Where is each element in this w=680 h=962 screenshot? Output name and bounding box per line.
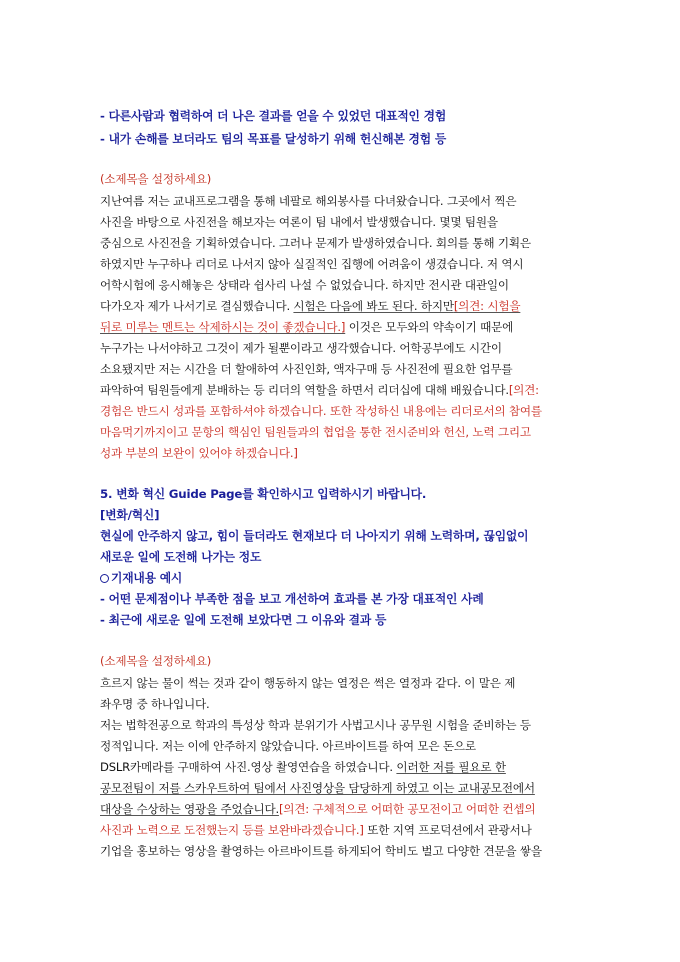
- section-subtitle-placeholder: (소제목을 설정하세요): [100, 654, 212, 668]
- reviewer-comment: 성과 부분의 보완이 있어야 하겠습니다.]: [100, 446, 298, 460]
- section-tag: [변화/혁신]: [100, 508, 160, 522]
- reviewer-comment: 뒤로 미루는 멘트는 삭제하시는 것이 좋겠습니다.]: [100, 320, 346, 334]
- essay-text: 다가오자 제가 나서기로 결심했습니다.: [100, 299, 294, 313]
- reviewer-comment: [의견:: [508, 383, 539, 397]
- essay-line: 누구가는 나서야하고 그것이 제가 될뿐이라고 생각했습니다. 어학공부에도 시간이: [100, 341, 502, 355]
- essay-line: [100, 758, 590, 776]
- circle-bullet-icon: [100, 574, 109, 583]
- guide-item: - 최근에 새로운 일에 도전해 보았다면 그 이유와 결과 등: [100, 613, 387, 627]
- example-label-text: 기재내용 예시: [111, 571, 183, 585]
- essay-line: 어학시험에 응시해놓은 상태라 쉽사리 나설 수 없었습니다. 하지만 전시관 대관일이: [100, 278, 509, 292]
- reviewer-comment: 사진과 노력으로 도전했는지 등를 보완바라겠습니다.]: [100, 823, 364, 837]
- essay-line: 소요됐지만 저는 시간을 더 할애하여 사진인화, 액자구매 등 사진전에 필요한 업무를: [100, 362, 513, 376]
- guide-item: - 내가 손해를 보더라도 팀의 목표를 달성하기 위해 헌신해본 경험 등: [100, 132, 447, 146]
- essay-line: [100, 381, 590, 399]
- guide-item: - 어떤 문제점이나 부족한 점을 보고 개선하여 효과를 본 가장 대표적인 사례: [100, 592, 484, 606]
- reviewer-comment: [의견: 시험을: [453, 299, 521, 313]
- essay-line: 사진을 바탕으로 사진전을 해보자는 여론이 팀 내에서 발생했습니다. 몇몇 팀원을: [100, 215, 498, 229]
- highlighted-text: 이러한 저를 필요로 한: [396, 760, 506, 774]
- highlighted-text: 시험은 다음에 봐도 된다. 하지만: [293, 299, 454, 313]
- section-description: 새로운 일에 도전해 나가는 정도: [100, 550, 262, 564]
- essay-text: 파악하여 팀원들에게 분배하는 등 리더의 역할을 하면서 리더십에 대해 배웠습니다.: [100, 383, 509, 397]
- example-label: [100, 569, 590, 587]
- essay-text: 이것은 모두와의 약속이기 때문에: [345, 320, 514, 334]
- essay-text: DSLR카메라를 구매하여 사진.영상 촬영연습을 하였습니다.: [100, 760, 397, 774]
- highlighted-text: 공모전팀이 저를 스카우트하여 팀에서 사진영상을 담당하게 하였고 이는 교내공모전에서: [100, 781, 535, 795]
- highlighted-text: 대상을 수상하는 영광을 주었습니다.: [100, 802, 279, 816]
- essay-line: 좌우명 중 하나입니다.: [100, 697, 210, 711]
- section-description: 현실에 안주하지 않고, 힘이 들더라도 현재보다 더 나아지기 위해 노력하며, 끊임없이: [100, 529, 529, 543]
- essay-line: 지난여름 저는 교내프로그램을 통해 네팔로 해외봉사를 다녀왔습니다. 그곳에서 찍은: [100, 194, 517, 208]
- essay-line: 정적입니다. 저는 이에 안주하지 않았습니다. 아르바이트를 하여 모은 돈으로: [100, 739, 476, 753]
- essay-line: 흐르지 않는 물이 썩는 것과 같이 행동하지 않는 열정은 썩은 열정과 같다. 이 말은 제: [100, 676, 516, 690]
- essay-line: 기업을 홍보하는 영상을 촬영하는 아르바이트를 하게되어 학비도 벌고 다양한 견문을 쌓을: [100, 844, 542, 858]
- reviewer-comment: 마음먹기까지이고 문항의 핵심인 팀원들과의 협업을 통한 전시준비와 헌신, 노력 그리고: [100, 425, 531, 439]
- reviewer-comment: [의견: 구체적으로 어떠한 공모전이고 어떠한 컨셉의: [278, 802, 536, 816]
- reviewer-comment: 경험은 반드시 성과를 포함하셔야 하겠습니다. 또한 작성하신 내용에는 리더로서의 참여를: [100, 404, 542, 418]
- guide-item: - 다른사람과 협력하여 더 나은 결과를 얻을 수 있었던 대표적인 경험: [100, 109, 447, 123]
- essay-line: 하였지만 누구하나 리더로 나서지 않아 실질적인 집행에 어려움이 생겼습니다. 저 역시: [100, 257, 524, 271]
- essay-text: 또한 지역 프로덕션에서 관광서나: [363, 823, 532, 837]
- section-subtitle-placeholder: (소제목을 설정하세요): [100, 172, 212, 186]
- essay-line: [100, 297, 590, 315]
- essay-line: [100, 800, 590, 818]
- essay-line: [100, 318, 590, 336]
- essay-line: 저는 법학전공으로 학과의 특성상 학과 분위기가 사법고시나 공무원 시험을 준비하는 등: [100, 718, 531, 732]
- section-title: 5. 변화 혁신 Guide Page를 확인하시고 입력하시기 바랍니다.: [100, 487, 427, 501]
- essay-line: [100, 821, 590, 839]
- essay-line: 중심으로 사진전을 기획하였습니다. 그러나 문제가 발생하였습니다. 회의를 통해 기획은: [100, 236, 531, 250]
